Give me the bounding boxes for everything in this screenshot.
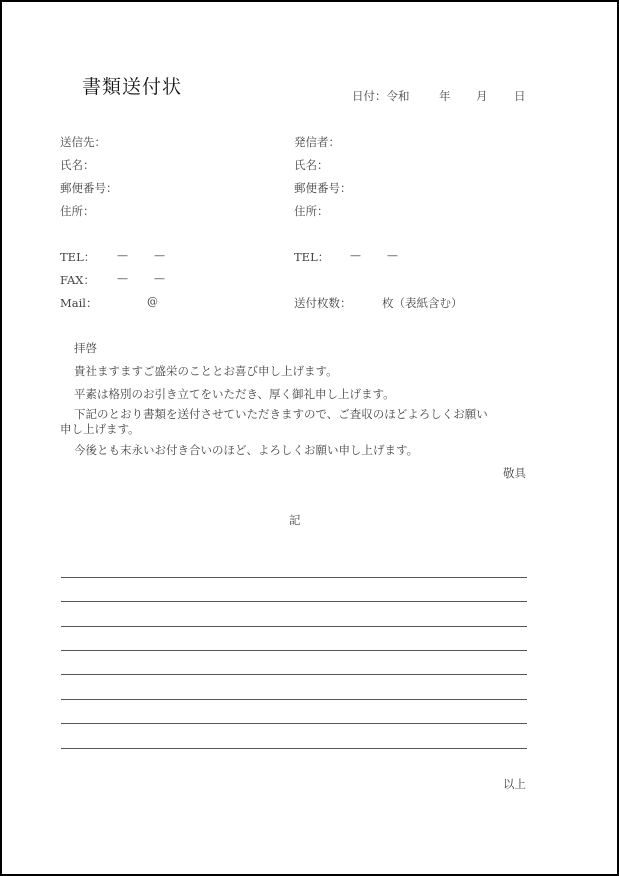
document-title: 書類送付状 [82, 76, 183, 98]
recipient-postal-label: 郵便番号： [60, 181, 118, 195]
recipient-mail-at: @ [147, 295, 158, 308]
date-year: 年 [439, 89, 451, 103]
sender-address-label: 住所： [294, 204, 329, 218]
recipient-tel-separator-1: — [117, 249, 128, 262]
sender-tel-separator-1: — [350, 249, 361, 262]
sender-label: 発信者： [294, 135, 340, 149]
letter-paragraph-1: 貴社ますますご盛栄のこととお喜び申し上げます。 [74, 364, 338, 378]
note-line [61, 601, 527, 602]
sender-page-count-label: 送付枚数： [294, 296, 352, 310]
recipient-name-label: 氏名： [60, 158, 95, 172]
recipient-address-label: 住所： [60, 204, 95, 218]
note-line [61, 577, 527, 578]
recipient-fax-separator-2: — [154, 272, 165, 285]
recipient-tel-separator-2: — [154, 249, 165, 262]
letter-paragraph-3-line-1: 下記のとおり書類を送付させていただきますので、ご査収のほどよろしくお願い [74, 407, 488, 421]
note-line [61, 626, 527, 627]
letter-closing: 敬具 [503, 466, 526, 480]
recipient-tel-label: TEL： [60, 250, 96, 264]
letter-greeting: 拝啓 [74, 341, 97, 355]
date-day: 日 [514, 89, 526, 103]
sender-name-label: 氏名： [294, 158, 329, 172]
note-line [61, 748, 527, 749]
letter-paragraph-4: 今後とも末永いお付き合いのほど、よろしくお願い申し上げます。 [74, 443, 419, 457]
note-line [61, 723, 527, 724]
date-label: 日付：令和 [352, 89, 410, 103]
end-mark: 以上 [503, 777, 526, 791]
recipient-fax-label: FAX： [60, 273, 95, 287]
sender-tel-label: TEL： [294, 250, 330, 264]
recipient-fax-separator-1: — [117, 272, 128, 285]
note-line [61, 674, 527, 675]
date-month: 月 [476, 89, 488, 103]
sender-tel-separator-2: — [387, 249, 398, 262]
sender-postal-label: 郵便番号： [294, 181, 352, 195]
notes-heading: 記 [289, 513, 301, 527]
note-line [61, 699, 527, 700]
note-line [61, 650, 527, 651]
letter-paragraph-3-line-2: 申し上げます。 [60, 422, 140, 436]
recipient-destination-label: 送信先： [60, 135, 106, 149]
sender-page-count-suffix: 枚（表紙含む） [382, 296, 463, 310]
letter-paragraph-2: 平素は格別のお引き立てをいただき、厚く御礼申し上げます。 [74, 387, 395, 401]
recipient-mail-label: Mail： [60, 296, 98, 310]
